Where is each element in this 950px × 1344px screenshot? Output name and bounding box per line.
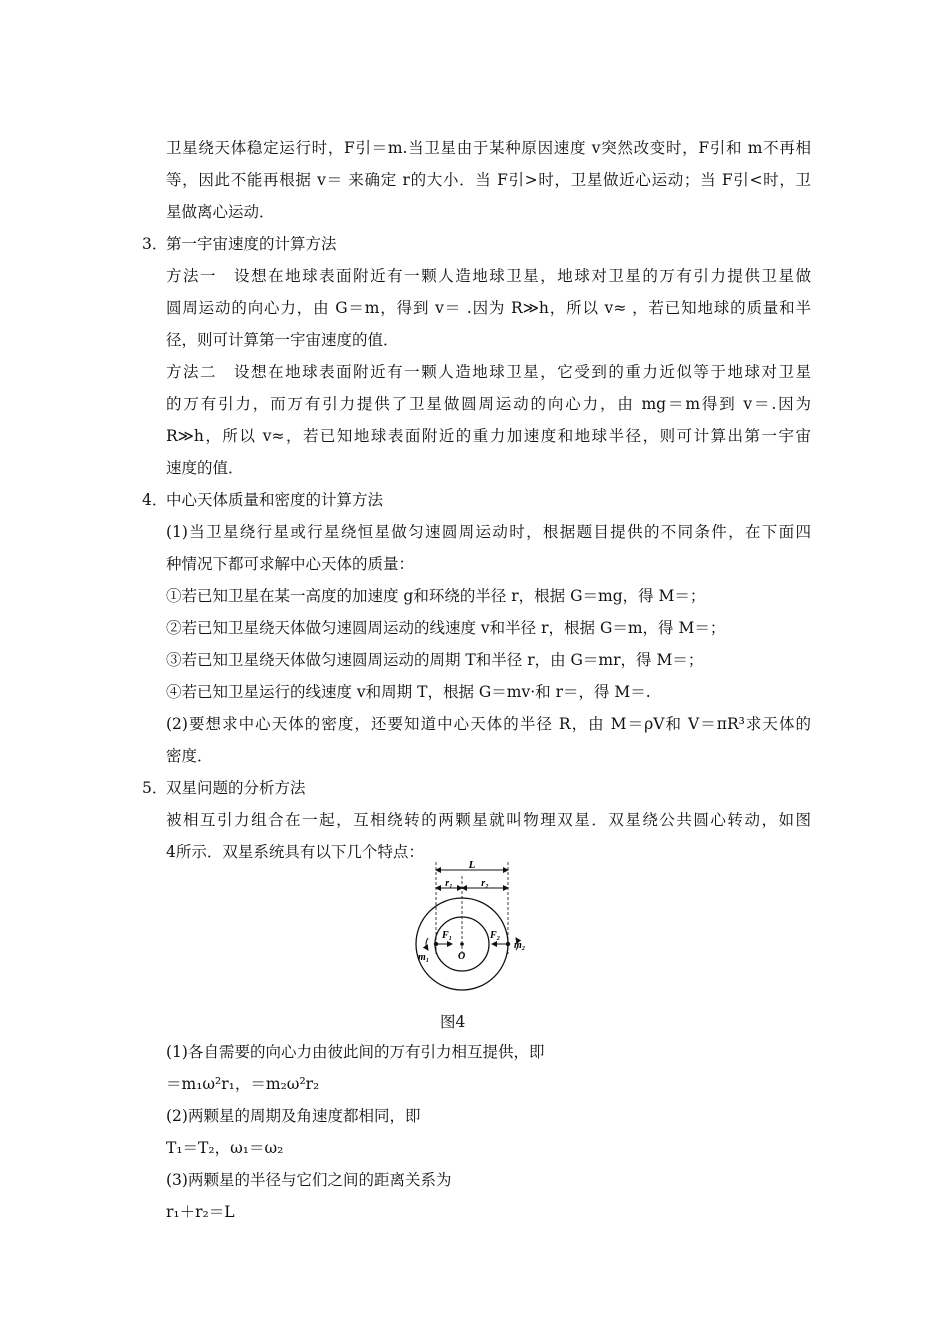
text-line: (3)两颗星的半径与它们之间的距离关系为: [166, 1171, 452, 1189]
text-line: 卫星绕天体稳定运行时，F引＝m.当卫星由于某种原因速度 v突然改变时，F引和 m不再相: [166, 139, 811, 157]
text-line: 星做离心运动．: [166, 203, 275, 221]
label-r1: r₁: [445, 878, 453, 889]
text-line: R≫h，所以 v≈，若已知地球表面附近的重力加速度和地球半径，则可计算出第一宇宙: [166, 427, 811, 445]
text-line: 方法二 设想在地球表面附近有一颗人造地球卫星，它受到的重力近似等于地球对卫星: [166, 363, 811, 381]
text-line: ②若已知卫星绕天体做匀速圆周运动的线速度 v和半径 r，根据 G＝m，得 M＝；: [166, 619, 726, 637]
text-line: (2)两颗星的周期及角速度都相同，即: [166, 1107, 421, 1125]
label-F2: F₂: [490, 930, 501, 941]
section-number: 3．: [142, 235, 168, 253]
formula-line: T₁＝T₂，ω₁＝ω₂: [166, 1139, 284, 1157]
text-line: 速度的值．: [166, 459, 244, 477]
text-line: 种情况下都可求解中心天体的质量：: [166, 555, 415, 573]
text-line: ③若已知卫星绕天体做匀速圆周运动的周期 T和半径 r，由 G＝mr，得 M＝；: [166, 651, 704, 669]
label-O: O: [458, 951, 466, 962]
section-number: 4．: [142, 491, 168, 509]
star-m1: [434, 942, 438, 946]
motion-arrow-m1: [426, 938, 428, 950]
text-line: 圆周运动的向心力，由 G＝m，得到 v＝ .因为 R≫h，所以 v≈ ，若已知地球的质量和半: [166, 299, 811, 317]
text-line: ①若已知卫星在某一高度的加速度 g和环绕的半径 r，根据 G＝mg，得 M＝；: [166, 587, 706, 605]
label-m1: m₁: [418, 952, 430, 963]
text-line: 的万有引力，而万有引力提供了卫星做圆周运动的向心力，由 mg＝m得到 v＝.因为: [166, 395, 811, 413]
star-m2: [506, 942, 510, 946]
text-line: ④若已知卫星运行的线速度 v和周期 T，根据 G＝mv·和 r＝，得 M＝.: [166, 683, 651, 701]
section-title: 中心天体质量和密度的计算方法: [166, 491, 384, 509]
label-r2: r₂: [481, 878, 489, 889]
text-line: 等，因此不能再根据 v＝ 来确定 r的大小．当 F引>时，卫星做近心运动；当 F引<时，卫: [166, 171, 811, 189]
text-line: (1)各自需要的向心力由彼此间的万有引力相互提供，即: [166, 1043, 545, 1061]
section-title: 双星问题的分析方法: [166, 779, 306, 797]
label-F1: F₁: [442, 930, 453, 941]
binary-star-diagram: [408, 858, 540, 998]
label-m2: m₂: [514, 940, 526, 951]
section-title: 第一宇宙速度的计算方法: [166, 235, 337, 253]
text-line: 被相互引力组合在一起，互相绕转的两颗星就叫物理双星．双星绕公共圆心转动，如图: [166, 811, 811, 829]
formula-line: ＝m₁ω²r₁，＝m₂ω²r₂: [166, 1075, 320, 1093]
section-number: 5．: [142, 779, 168, 797]
label-L: L: [468, 859, 476, 871]
text-line: (1)当卫星绕行星或行星绕恒星做匀速圆周运动时，根据题目提供的不同条件，在下面四: [166, 523, 811, 541]
center-point: [460, 942, 464, 946]
figure-caption: 图4: [440, 1013, 466, 1031]
formula-line: r₁＋r₂＝L: [166, 1203, 235, 1221]
text-line: (2)要想求中心天体的密度，还要知道中心天体的半径 R，由 M＝ρV和 V＝πR³求天体的: [166, 715, 811, 733]
text-line: 密度．: [166, 747, 213, 765]
text-line: 径，则可计算第一宇宙速度的值．: [166, 331, 399, 349]
text-line: 4所示．双星系统具有以下几个特点：: [166, 843, 424, 861]
text-line: 方法一 设想在地球表面附近有一颗人造地球卫星，地球对卫星的万有引力提供卫星做: [166, 267, 811, 285]
